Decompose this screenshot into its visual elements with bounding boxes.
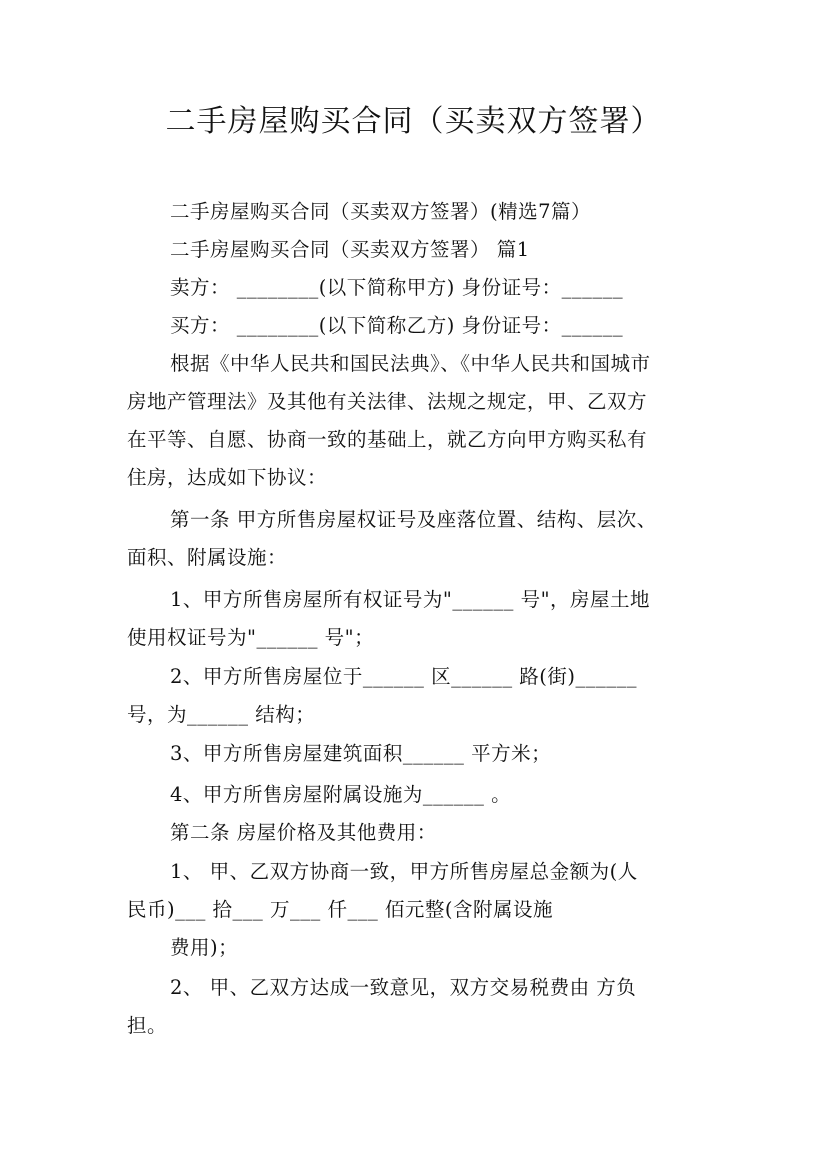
clause-line: 担。 bbox=[127, 1014, 168, 1037]
paragraph-line: 根据《中华人民共和国民法典》、《中华人民共和国城市 bbox=[170, 352, 651, 375]
clause-line: 民币)___ 拾___ 万___ 仟___ 佰元整(含附属设施 bbox=[127, 898, 554, 921]
clause-line: 3、甲方所售房屋建筑面积______ 平方米； bbox=[170, 742, 552, 765]
clause-line: 1、 甲、乙双方协商一致，甲方所售房屋总金额为(人 bbox=[170, 860, 638, 883]
article-heading: 第二条 房屋价格及其他费用： bbox=[170, 821, 437, 844]
paragraph-line: 住房，达成如下协议： bbox=[127, 466, 328, 489]
article-heading: 第一条 甲方所售房屋权证号及座落位置、结构、层次、 bbox=[170, 508, 657, 531]
clause-line: 使用权证号为"______ 号"； bbox=[127, 626, 375, 649]
seller-line: 卖方： ________(以下简称甲方) 身份证号：______ bbox=[170, 276, 624, 299]
paragraph-line: 面积、附属设施： bbox=[127, 546, 288, 569]
paragraph-line: 房地产管理法》及其他有关法律、法规之规定，甲、乙双方 bbox=[127, 390, 648, 413]
clause-line: 费用)； bbox=[170, 936, 239, 959]
paragraph-line: 二手房屋购买合同（买卖双方签署） 篇1 bbox=[170, 238, 530, 261]
buyer-line: 买方： ________(以下简称乙方) 身份证号：______ bbox=[170, 314, 624, 337]
paragraph-line: 二手房屋购买合同（买卖双方签署）(精选7篇） bbox=[170, 200, 592, 223]
document-title: 二手房屋购买合同（买卖双方签署） bbox=[165, 104, 662, 139]
clause-line: 2、甲方所售房屋位于______ 区______ 路(街)______ bbox=[170, 665, 638, 688]
clause-line: 1、甲方所售房屋所有权证号为"______ 号"，房屋土地 bbox=[170, 588, 651, 611]
clause-line: 号，为______ 结构； bbox=[127, 703, 316, 726]
clause-line: 2、 甲、乙双方达成一致意见，双方交易税费由 方负 bbox=[170, 976, 637, 999]
paragraph-line: 在平等、自愿、协商一致的基础上，就乙方向甲方购买私有 bbox=[127, 428, 648, 451]
clause-line: 4、甲方所售房屋附属设施为______ 。 bbox=[170, 783, 512, 806]
